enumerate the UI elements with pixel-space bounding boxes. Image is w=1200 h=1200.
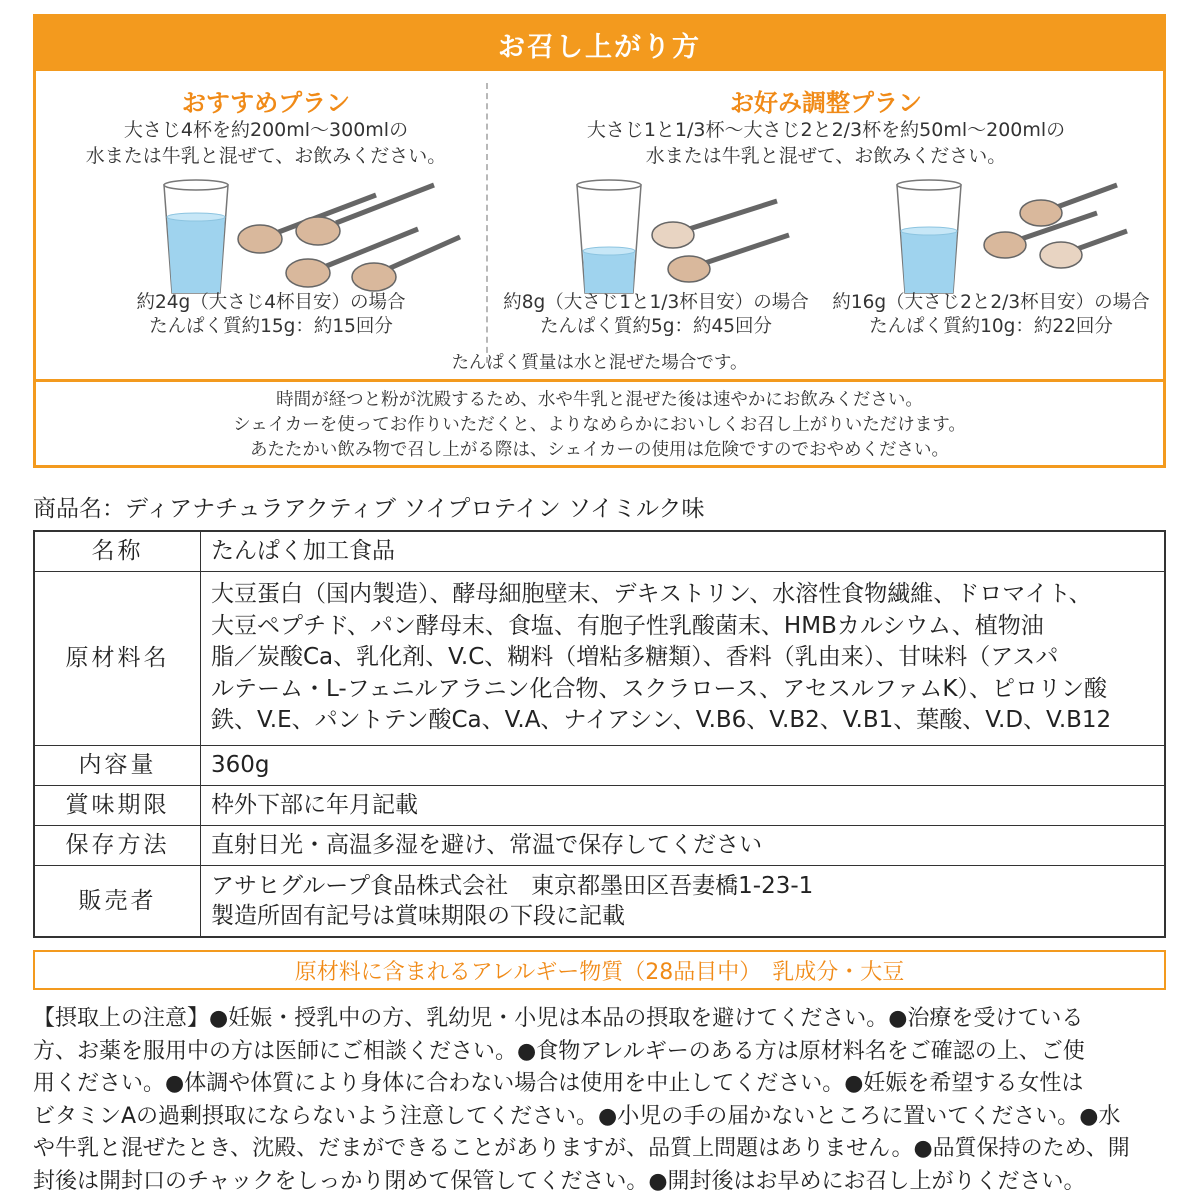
caution-line: ビタミンAの過剰摂取にならないよう注意してください。●小児の手の届かないところに置いてください。●水 [33, 1103, 1121, 1129]
ingredients-label: 原材料名 [34, 571, 201, 745]
recommended-instruction-line: 水または牛乳と混ぜて、お飲みください。 [85, 145, 447, 167]
product-name: 商品名：ディアナチュラアクティブ ソイプロテイン ソイミルク味 [33, 496, 705, 522]
custom-instruction-line: 大さじ1と1/3杯～大さじ2と2/3杯を約50ml～200mlの [586, 119, 1066, 141]
glass-icon [164, 180, 228, 293]
recommended-caption-line: 約24g（大さじ4杯目安）の場合 [136, 292, 406, 313]
ingredients-value [201, 571, 1166, 745]
seller-label: 販売者 [34, 865, 201, 937]
plan-divider [486, 83, 488, 363]
ingredients-line: 大豆蛋白（国内製造）、酵母細胞壁末、デキストリン、水溶性食物繊維、ドロマイト、 [211, 581, 1092, 608]
expiry-value: 枠外下部に年月記載 [201, 785, 1166, 825]
content-value: 360g [201, 745, 1166, 785]
option-b-caption [821, 291, 1161, 339]
caution-line: 【摂取上の注意】●妊娠・授乳中の方、乳幼児・小児は本品の摂取を避けてください。●治療を受けている [33, 1006, 1084, 1031]
seller-value [201, 865, 1166, 937]
recommended-caption [76, 291, 466, 339]
usage-header: お召し上がり方 [36, 17, 1163, 71]
tablespoon-icon [352, 237, 460, 291]
option-b-caption-line: 約16g（大さじ2と2/3杯目安）の場合 [832, 292, 1150, 313]
table-row [34, 865, 1165, 937]
glass-icon [897, 180, 961, 293]
ingredients-line: 大豆ペプチド、パン酵母末、食塩、有胞子性乳酸菌末、HMBカルシウム、植物油 [211, 612, 1044, 639]
recommended-plan-title: おすすめプラン [181, 89, 351, 117]
product-info-table [33, 530, 1166, 938]
protein-note: たんぱく質量は水と混ぜた場合です。 [451, 353, 748, 373]
caution-line: 用ください。●体調や体質により身体に合わない場合は使用を中止してください。●妊娠を希望する女性は [33, 1071, 1084, 1096]
custom-instruction-line: 水または牛乳と混ぜて、お飲みください。 [645, 145, 1007, 167]
usage-note-line: あたたかい飲み物で召し上がる際は、シェイカーの使用は危険ですのでおやめください。 [249, 440, 950, 460]
table-row [34, 745, 1165, 785]
caution-text [33, 1003, 1173, 1198]
usage-notes [36, 379, 1163, 466]
table-row [34, 825, 1165, 865]
glass-icon [577, 180, 641, 293]
option-b-caption-line: たんぱく質約10g：約22回分 [869, 316, 1113, 337]
option-a-caption [496, 291, 816, 339]
recommended-plan-instruction [36, 117, 496, 169]
table-row [34, 785, 1165, 825]
tablespoon-icon [1020, 185, 1117, 226]
ingredients-line: 脂／炭酸Ca、乳化剤、V.C、糊料（増粘多糖類）、香料（乳由来）、甘味料（アスパ [211, 644, 1059, 671]
usage-panel [33, 14, 1166, 468]
custom-plan-instruction [496, 117, 1156, 169]
allergen-bar: 原材料に含まれるアレルギー物質（28品目中） 乳成分・大豆 [33, 950, 1166, 990]
name-label: 名称 [34, 531, 201, 571]
recommended-illustration [156, 175, 476, 305]
option-a-caption-line: たんぱく質約5g：約45回分 [539, 316, 773, 337]
table-row [34, 531, 1165, 571]
option-b-illustration [891, 175, 1131, 305]
storage-value: 直射日光・高温多湿を避け、常温で保存してください [201, 825, 1166, 865]
seller-line: 製造所固有記号は賞味期限の下段に記載 [211, 902, 625, 929]
tablespoon-icon [1040, 231, 1127, 268]
custom-plan-title: お好み調整プラン [730, 89, 922, 117]
recommended-caption-line: たんぱく質約15g：約15回分 [149, 316, 393, 337]
recommended-instruction-line: 大さじ4杯を約200ml～300mlの [123, 119, 409, 141]
storage-label: 保存方法 [34, 825, 201, 865]
caution-line: や牛乳と混ぜたとき、沈殿、だまができることがありますが、品質上問題はありません。●品質保持のため、開 [33, 1136, 1130, 1161]
usage-note-line: シェイカーを使ってお作りいただくと、よりなめらかにおいしくお召し上がりいただけます。 [233, 415, 966, 435]
content-label: 内容量 [34, 745, 201, 785]
table-row [34, 571, 1165, 745]
caution-line: 方、お薬を服用中の方は医師にご相談ください。●食物アレルギーのある方は原材料名をご確認の上、ご使 [33, 1038, 1085, 1064]
usage-note-line: 時間が経つと粉が沈殿するため、水や牛乳と混ぜた後は速やかにお飲みください。 [276, 390, 923, 410]
seller-line: アサヒグループ食品株式会社 東京都墨田区吾妻橋1-23-1 [211, 872, 814, 899]
ingredients-line: ルテーム・L-フェニルアラニン化合物、スクラロース、アセスルファムK）、ピロリン酸 [211, 675, 1107, 702]
option-a-illustration [571, 175, 801, 305]
ingredients-line: 鉄、V.E、パントテン酸Ca、V.A、ナイアシン、V.B6、V.B2、V.B1、葉酸、V.D、V.B12 [211, 707, 1112, 734]
expiry-label: 賞味期限 [34, 785, 201, 825]
tablespoon-icon [652, 201, 777, 248]
caution-line: 封後は開封口のチャックをしっかり閉めて保管してください。●開封後はお早めにお召し上がりください。 [33, 1168, 1086, 1194]
option-a-caption-line: 約8g（大さじ1と1/3杯目安）の場合 [503, 292, 809, 313]
name-value: たんぱく加工食品 [201, 531, 1166, 571]
